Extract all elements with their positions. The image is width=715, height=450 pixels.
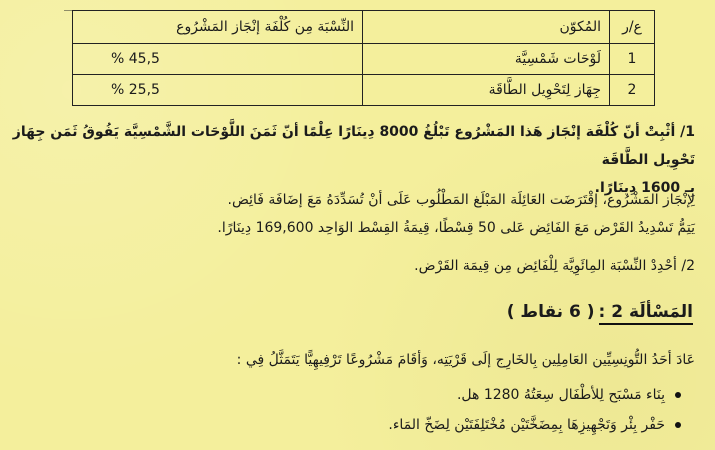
- table-row: [73, 44, 655, 75]
- row-number: 1: [610, 44, 655, 75]
- row-number: 2: [610, 75, 655, 106]
- question-1-line-1: 1/ أثْبِتْ أنّ كُلْفَة إنْجَاز هَذا المَشْرُوع تَبْلُغُ 8000 دِينَارًا عِلْمًا أنّ ثَمَنَ اللَّوْحَات الشَّمْسِيَّة يَفُوقُ ثَمَن جِهَاز تَحْوِيل الطَّاقَة: [12, 124, 695, 168]
- table-header-row: [73, 11, 655, 44]
- problem-2-heading: [507, 302, 693, 325]
- list-item-text: بِنَاء مَسْبَح لِلأطْفَال سِعَتُهُ 1280 هل.: [456, 387, 665, 403]
- problem-2-intro: عَادَ أحَدُ التُّونِسِيِّين العَامِلِين بِالخَارِج إلَى قَرْيَتِه، وَأقَامَ مَشْرُوعًا تَرْفِيهِيًّا يَتَمَثَّلُ فِي :: [236, 352, 695, 368]
- problem-2-title: المَسْألَة 2 :: [599, 302, 693, 325]
- loan-statement-line-2: يَتِمُّ تَسْدِيدُ القَرْض مَعَ الفَائِض عَلى 50 قِسْطًا، قِيمَةُ القِسْط الوَاحِد 169,600 دِينَارًا.: [217, 220, 695, 236]
- row-component: جِهَاز لِتَحْوِيل الطَّاقَة: [363, 75, 610, 106]
- bullet-icon: [675, 392, 681, 398]
- header-component: المُكوّن: [363, 11, 610, 44]
- question-1-line-2: بِـ 1600 دِينَارًا.: [594, 180, 695, 196]
- row-percent: % 25,5: [111, 82, 160, 98]
- list-item: [388, 410, 681, 440]
- header-percent: النِّسْبَة مِن كُلْفَة إنْجَاز المَشْرُوع: [73, 11, 363, 44]
- list-item-text: حَفْر بِئْر وَتَجْهِيزِهَا بِمِضَخَّتَيْن مُخْتَلِفَتَيْن لِضَخّ المَاء.: [388, 417, 665, 433]
- loan-statement-line-1: لِإنْجَاز المَشْرُوع، إقْتَرَضَت العَائِلَة المَبْلَغ المَطْلُوب عَلَى أنْ تُسَدِّدَهُ مَعَ إضَافَة فَائِض.: [227, 192, 695, 208]
- header-number: ع/ر: [610, 11, 655, 44]
- list-item: [388, 380, 681, 410]
- cost-table: [72, 10, 655, 106]
- question-2: 2/ أحْدِدْ النِّسْبَة المِائَوِيَّة لِلْفَائِض مِن قِيمَة القَرْض.: [414, 258, 695, 274]
- project-items-list: [388, 380, 681, 440]
- table-row: [73, 75, 655, 106]
- row-percent: % 45,5: [111, 51, 160, 67]
- bullet-icon: [675, 422, 681, 428]
- problem-2-points: ( 6 نقاط ): [506, 302, 595, 322]
- row-component: لَوْحَات شَمْسِيَّة: [363, 44, 610, 75]
